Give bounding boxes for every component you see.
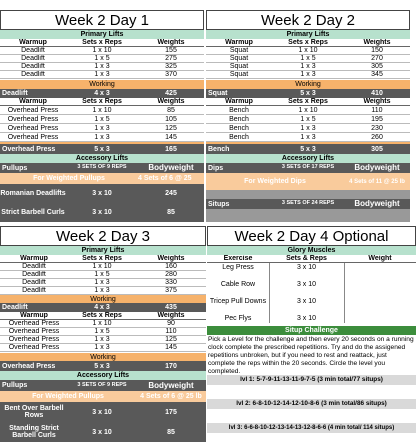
day2-weighted-dips-label: For Weighted Dips bbox=[206, 173, 344, 190]
day2-warmup2-lift: Bench bbox=[206, 124, 272, 133]
day3-title: Week 2 Day 3 bbox=[0, 226, 206, 246]
day1-warmup-lift: Deadlift bbox=[0, 55, 66, 63]
day4-panel bbox=[207, 226, 416, 446]
day1-warmup-weight: 325 bbox=[138, 63, 204, 71]
day3-pullups-weight: Bodyweight bbox=[136, 380, 206, 391]
day4-exercise-name: Tricep Pull Downs bbox=[209, 297, 267, 305]
day2-warmup2-lift: Bench bbox=[206, 106, 272, 115]
day1-warmup2-weight: 105 bbox=[138, 115, 204, 124]
day2-working2-weight: 305 bbox=[344, 144, 410, 154]
day1-warmup2-lift: Overhead Press bbox=[0, 115, 66, 124]
day3-warmup-lift: Deadlift bbox=[0, 279, 68, 287]
day3-working2-weight: 170 bbox=[136, 361, 206, 371]
day1-warmup2-weight: 85 bbox=[138, 106, 204, 115]
day3-warmup2-weight: 90 bbox=[136, 320, 206, 328]
day1-warmup-sets: 1 x 3 bbox=[66, 63, 138, 71]
day1-warmup2-sets: 1 x 5 bbox=[66, 115, 138, 124]
day4-situp-header: Situp Challenge bbox=[207, 326, 416, 335]
day1-curls-weight: 85 bbox=[138, 203, 204, 222]
day2-warmup-lift: Squat bbox=[206, 71, 272, 79]
day2-warmup2-weight: 195 bbox=[344, 115, 410, 124]
day3-warmup2-weight: 145 bbox=[136, 344, 206, 352]
day3-warmup2-lift: Overhead Press bbox=[0, 344, 68, 352]
day3-warmup2-weight: 110 bbox=[136, 328, 206, 336]
day2-warmup2-sets: 1 x 5 bbox=[272, 115, 344, 124]
day2-col-warmup: Warmup bbox=[206, 39, 272, 47]
day1-curls-sets: 3 x 10 bbox=[66, 203, 138, 222]
day3-pullups-label: Pullups bbox=[0, 380, 68, 391]
day4-exercise-name: Cable Row bbox=[220, 280, 256, 288]
day3-working2-header: Working bbox=[0, 353, 206, 361]
day3-working2-lift: Overhead Press bbox=[0, 361, 68, 371]
day1-pullups-sets: 3 SETS OF 9 REPS bbox=[66, 163, 138, 173]
day4-situp-instructions: Pick a Level for the challenge and then every 20 seconds on a running clock complete the prescribed repetitions. Try and do the assigened repetitions unbroken, but if you need to rest and reattack, just complete the reps within the 20 seconds. Circle the level you completed. bbox=[208, 336, 414, 375]
day1-warmup2-lift: Overhead Press bbox=[0, 106, 66, 115]
day4-glory-header: Glory Muscles bbox=[207, 246, 416, 255]
day2-col-sets: Sets x Reps bbox=[272, 98, 344, 106]
day1-working2-sets: 5 x 3 bbox=[66, 144, 138, 154]
day1-warmup2-lift: Overhead Press bbox=[0, 124, 66, 133]
day1-col-weights: Weights bbox=[138, 39, 204, 47]
day3-warmup-sets: 1 x 3 bbox=[68, 287, 136, 295]
day2-warmup-lift: Squat bbox=[206, 47, 272, 55]
day3-warmup-lift: Deadlift bbox=[0, 287, 68, 295]
day2-warmup-weight: 150 bbox=[344, 47, 410, 55]
day4-col-weight: Weight bbox=[344, 255, 416, 263]
day1-rdl-label: Romanian Deadlifts bbox=[0, 184, 66, 203]
day3-warmup2-sets: 1 x 3 bbox=[68, 344, 136, 352]
day1-warmup-weight: 155 bbox=[138, 47, 204, 55]
day2-working2-sets: 5 x 3 bbox=[272, 144, 344, 154]
day2-warmup-weight: 305 bbox=[344, 63, 410, 71]
day3-warmup-lift: Deadlift bbox=[0, 271, 68, 279]
day1-accessory-header: Accessory Lifts bbox=[0, 154, 204, 163]
day4-exercise-sets: 3 x 10 bbox=[296, 280, 317, 288]
day1-warmup2-sets: 1 x 3 bbox=[66, 124, 138, 133]
day3-warmup-weight: 375 bbox=[136, 287, 206, 295]
day3-warmup2-lift: Overhead Press bbox=[0, 320, 68, 328]
day1-working2-weight: 165 bbox=[138, 144, 204, 154]
day1-col-warmup: Warmup bbox=[0, 98, 66, 106]
day2-dips-label: Dips bbox=[206, 163, 272, 173]
day4-col-exercise: Exercise bbox=[207, 255, 269, 263]
day3-col-warmup: Warmup bbox=[0, 255, 68, 263]
day1-weighted-pullups-label: For Weighted Pullups bbox=[0, 173, 138, 184]
day3-warmup-lift: Deadlift bbox=[0, 263, 68, 271]
day3-col-weights: Weights bbox=[136, 312, 206, 320]
day2-warmup2-sets: 1 x 3 bbox=[272, 133, 344, 142]
day3-col-weights: Weights bbox=[136, 255, 206, 263]
day2-warmup2-sets: 1 x 3 bbox=[272, 124, 344, 133]
day1-warmup-weight: 370 bbox=[138, 71, 204, 79]
day3-warmup-sets: 1 x 5 bbox=[68, 271, 136, 279]
day3-rows-label: Bent Over Barbell Rows bbox=[0, 402, 68, 422]
day1-working2-lift: Overhead Press bbox=[0, 144, 66, 154]
day2-working-weight: 410 bbox=[344, 89, 410, 98]
day1-warmup-lift: Deadlift bbox=[0, 63, 66, 71]
day3-rows-weight: 175 bbox=[136, 402, 206, 422]
day1-working-weight: 425 bbox=[138, 89, 204, 98]
day3-rows-sets: 3 x 10 bbox=[68, 402, 136, 422]
day2-warmup2-lift: Bench bbox=[206, 133, 272, 142]
day2-warmup-sets: 1 x 10 bbox=[272, 47, 344, 55]
day4-exercise-name: Pec Flys bbox=[224, 314, 252, 322]
day3-primary-header: Primary Lifts bbox=[0, 246, 206, 255]
day3-warmup2-sets: 1 x 3 bbox=[68, 336, 136, 344]
day2-weighted-dips-sets: 4 Sets of 11 @ 25 lb bbox=[344, 173, 410, 190]
day1-weighted-pullups-sets: 4 Sets of 6 @ 25 bbox=[138, 173, 204, 184]
day3-working-weight: 435 bbox=[136, 303, 206, 312]
day1-col-weights: Weights bbox=[138, 98, 204, 106]
day2-working-header: Working bbox=[206, 80, 410, 89]
day1-curls-label: Strict Barbell Curls bbox=[0, 203, 66, 222]
day2-warmup-lift: Squat bbox=[206, 63, 272, 71]
day4-col-sets: Sets & Reps bbox=[269, 255, 344, 263]
day2-warmup-sets: 1 x 3 bbox=[272, 71, 344, 79]
day4-divider bbox=[344, 263, 345, 323]
day3-col-sets: Sets x Reps bbox=[68, 255, 136, 263]
day1-working-lift: Deadlift bbox=[0, 89, 66, 98]
day1-working-sets: 4 x 3 bbox=[66, 89, 138, 98]
day2-accessory-header: Accessory Lifts bbox=[206, 154, 410, 163]
day3-warmup-sets: 1 x 3 bbox=[68, 279, 136, 287]
day4-level1: lvl 1: 5-7-9-11-13-11-9-7-5 (3 min total/77 situps) bbox=[207, 375, 416, 385]
day2-situps-sets: 3 SETS OF 24 REPS bbox=[272, 199, 344, 209]
day1-warmup2-sets: 1 x 3 bbox=[66, 133, 138, 142]
day3-warmup-weight: 160 bbox=[136, 263, 206, 271]
day3-warmup-sets: 1 x 10 bbox=[68, 263, 136, 271]
day1-rdl-weight: 245 bbox=[138, 184, 204, 203]
day2-warmup2-weight: 110 bbox=[344, 106, 410, 115]
day2-working-lift: Squat bbox=[206, 89, 272, 98]
day2-spacer-bottom bbox=[206, 209, 410, 222]
day1-panel bbox=[0, 0, 204, 225]
day1-col-warmup: Warmup bbox=[0, 39, 66, 47]
day1-warmup-lift: Deadlift bbox=[0, 71, 66, 79]
day2-col-warmup: Warmup bbox=[206, 98, 272, 106]
day1-col-sets: Sets x Reps bbox=[66, 39, 138, 47]
day2-dips-weight: Bodyweight bbox=[344, 163, 410, 173]
day1-warmup2-weight: 145 bbox=[138, 133, 204, 142]
day2-warmup-weight: 270 bbox=[344, 55, 410, 63]
day1-rdl-sets: 3 x 10 bbox=[66, 184, 138, 203]
day3-warmup2-lift: Overhead Press bbox=[0, 328, 68, 336]
day1-warmup-sets: 1 x 5 bbox=[66, 55, 138, 63]
day4-exercise-sets: 3 x 10 bbox=[296, 263, 317, 271]
day4-exercise-name: Leg Press bbox=[222, 263, 254, 271]
day1-pullups-weight: Bodyweight bbox=[138, 163, 204, 173]
day3-warmup-weight: 280 bbox=[136, 271, 206, 279]
day2-panel bbox=[206, 0, 410, 225]
day4-level3: lvl 3: 6-6-8-10-12-13-14-13-12-8-6-6 (4 min total/ 114 situps) bbox=[207, 423, 416, 433]
day3-working-lift: Deadlift bbox=[0, 303, 68, 312]
day2-dips-sets: 3 SETS OF 17 REPS bbox=[272, 163, 344, 173]
day1-col-sets: Sets x Reps bbox=[66, 98, 138, 106]
day2-warmup2-lift: Bench bbox=[206, 115, 272, 124]
day1-pullups-label: Pullups bbox=[0, 163, 66, 173]
day2-col-weights: Weights bbox=[344, 39, 410, 47]
day3-weighted-pullups-sets: 4 Sets of 6 @ 25 lb bbox=[136, 391, 206, 402]
day2-title: Week 2 Day 2 bbox=[206, 10, 410, 30]
day2-warmup-sets: 1 x 3 bbox=[272, 63, 344, 71]
day3-curls-weight: 85 bbox=[136, 422, 206, 442]
day1-title: Week 2 Day 1 bbox=[0, 10, 204, 30]
day3-warmup2-sets: 1 x 5 bbox=[68, 328, 136, 336]
day1-warmup-weight: 275 bbox=[138, 55, 204, 63]
day3-weighted-pullups-label: For Weighted Pullups bbox=[0, 391, 136, 402]
day3-working-sets: 4 x 3 bbox=[68, 303, 136, 312]
day3-warmup2-weight: 125 bbox=[136, 336, 206, 344]
day3-col-sets: Sets x Reps bbox=[68, 312, 136, 320]
day2-primary-header: Primary Lifts bbox=[206, 30, 410, 39]
day2-working2-lift: Bench bbox=[206, 144, 272, 154]
day1-warmup-lift: Deadlift bbox=[0, 47, 66, 55]
day1-primary-header: Primary Lifts bbox=[0, 30, 204, 39]
day1-warmup2-weight: 125 bbox=[138, 124, 204, 133]
day4-level2: lvl 2: 6-8-10-12-14-12-10-8-6 (3 min total/86 situps) bbox=[207, 399, 416, 409]
day2-situps-label: Situps bbox=[206, 199, 272, 209]
day3-curls-sets: 3 x 10 bbox=[68, 422, 136, 442]
day3-panel bbox=[0, 226, 206, 446]
day2-warmup-sets: 1 x 5 bbox=[272, 55, 344, 63]
day4-exercise-sets: 3 x 10 bbox=[296, 314, 317, 322]
day2-col-weights: Weights bbox=[344, 98, 410, 106]
day4-level-spacer bbox=[207, 385, 416, 399]
day1-warmup-sets: 1 x 10 bbox=[66, 47, 138, 55]
day3-working-header: Working bbox=[0, 295, 206, 303]
day1-working-header: Working bbox=[0, 80, 204, 89]
day3-working2-sets: 5 x 3 bbox=[68, 361, 136, 371]
day2-warmup2-sets: 1 x 10 bbox=[272, 106, 344, 115]
day3-warmup-weight: 330 bbox=[136, 279, 206, 287]
day1-warmup-sets: 1 x 3 bbox=[66, 71, 138, 79]
day4-title: Week 2 Day 4 Optional bbox=[207, 226, 416, 246]
day2-warmup-lift: Squat bbox=[206, 55, 272, 63]
day3-col-warmup: Warmup bbox=[0, 312, 68, 320]
day4-level-spacer bbox=[207, 409, 416, 423]
day2-spacer bbox=[206, 190, 410, 199]
day3-curls-label: Standing Strict Barbell Curls bbox=[0, 422, 68, 442]
day3-accessory-header: Accessory Lifts bbox=[0, 371, 206, 380]
day3-warmup2-sets: 1 x 10 bbox=[68, 320, 136, 328]
day2-warmup2-weight: 230 bbox=[344, 124, 410, 133]
day2-working-sets: 5 x 3 bbox=[272, 89, 344, 98]
day2-col-sets: Sets x Reps bbox=[272, 39, 344, 47]
day2-situps-weight: Bodyweight bbox=[344, 199, 410, 209]
day1-warmup2-lift: Overhead Press bbox=[0, 133, 66, 142]
day3-pullups-sets: 3 SETS OF 9 REPS bbox=[68, 380, 136, 391]
day4-exercise-sets: 3 x 10 bbox=[296, 297, 317, 305]
day2-warmup2-weight: 260 bbox=[344, 133, 410, 142]
day3-warmup2-lift: Overhead Press bbox=[0, 336, 68, 344]
day2-warmup-weight: 345 bbox=[344, 71, 410, 79]
day1-warmup2-sets: 1 x 10 bbox=[66, 106, 138, 115]
